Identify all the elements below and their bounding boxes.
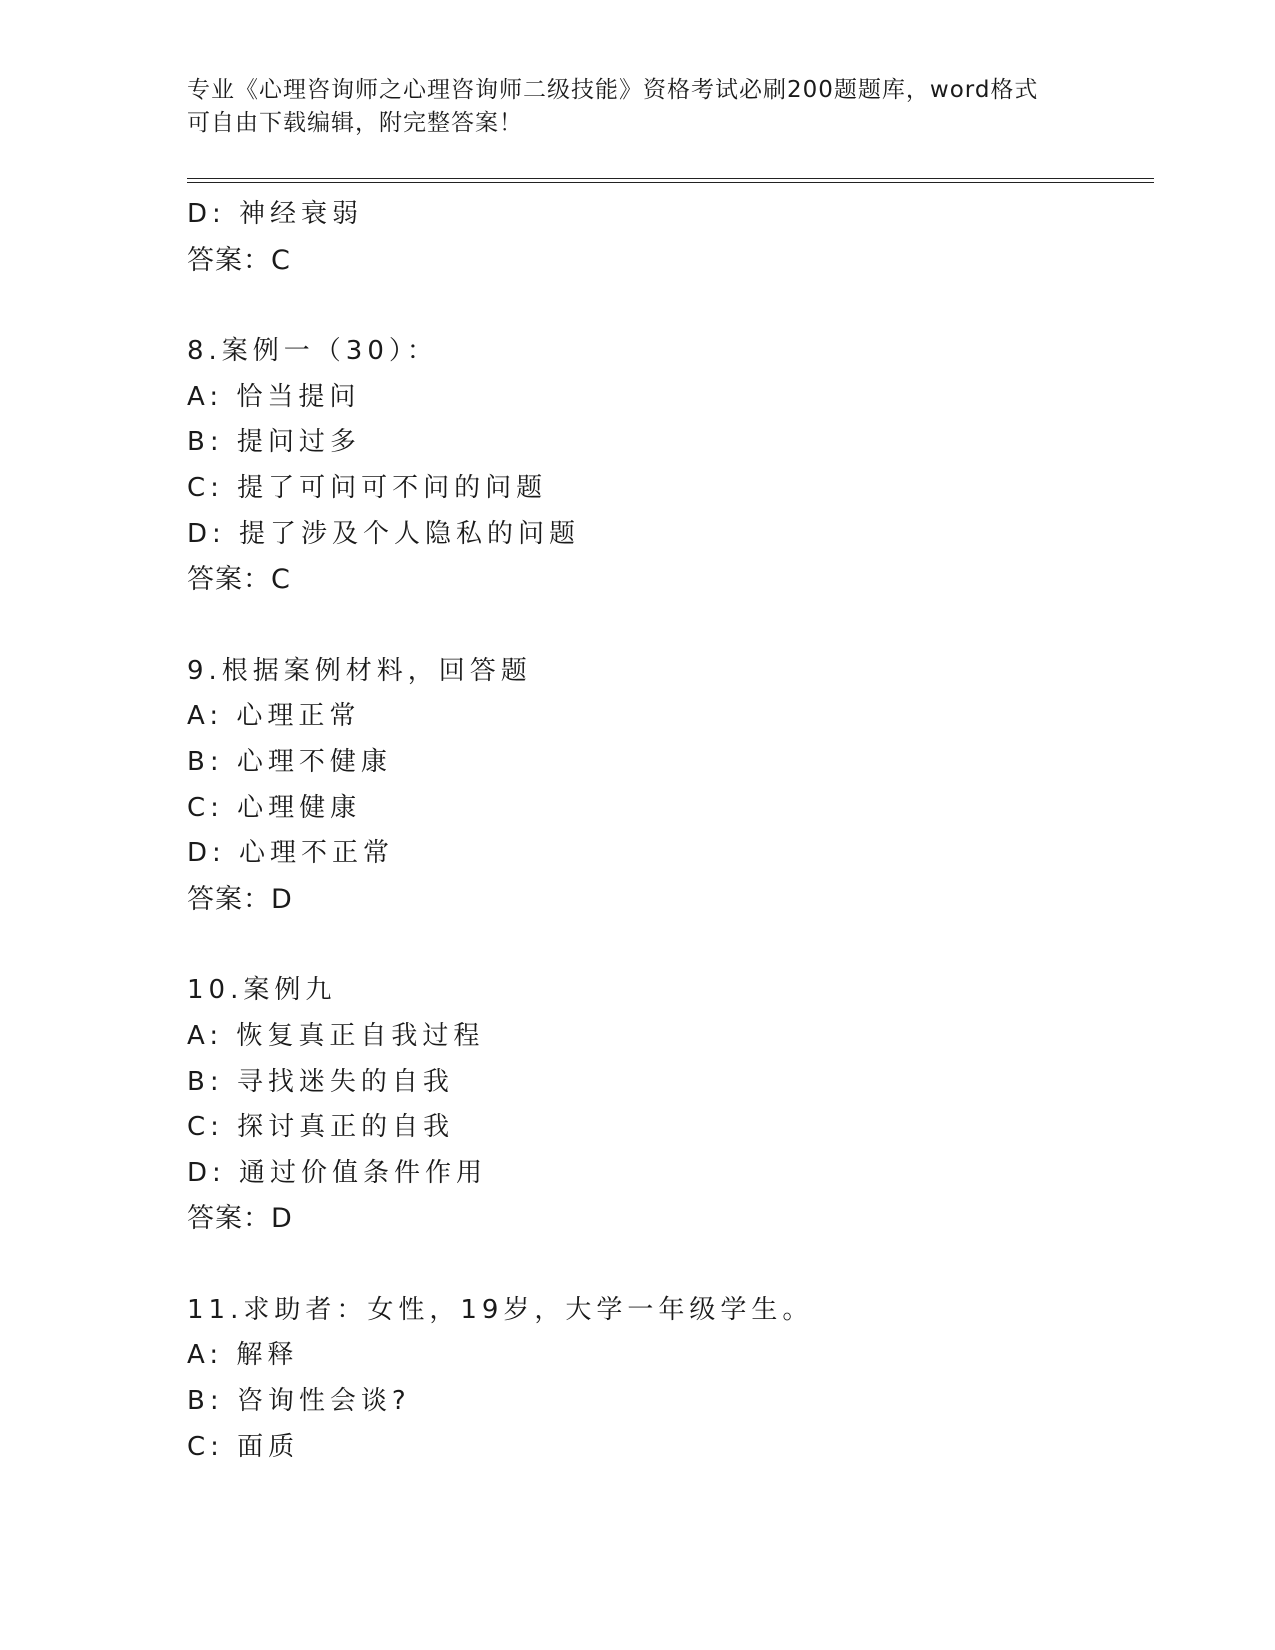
question-content — [187, 192, 1147, 1470]
option-b: B: 咨询性会谈? — [187, 1386, 411, 1417]
question-stem: 11.求助者：女性，19岁，大学一年级学生。 — [187, 1294, 814, 1325]
header-line-2: 可自由下载编辑，附完整答案！ — [187, 110, 523, 136]
header-double-rule — [187, 178, 1154, 183]
option-a: A: 解释 — [187, 1340, 299, 1371]
question-9 — [187, 649, 1147, 923]
option-a: A: 心理正常 — [187, 701, 361, 732]
answer-line: 答案：C — [187, 564, 291, 596]
option-d: D: 通过价值条件作用 — [187, 1157, 488, 1188]
option-b: B: 心理不健康 — [187, 746, 392, 777]
question-8 — [187, 329, 1147, 603]
answer-line: 答案：D — [187, 1203, 293, 1235]
option-b: B: 提问过多 — [187, 427, 361, 458]
answer-line: 答案：C — [187, 244, 291, 276]
option-d: D: 心理不正常 — [187, 838, 395, 869]
question-stem: 9.根据案例材料，回答题 — [187, 655, 532, 686]
question-stem: 8.案例一（30）： — [187, 336, 438, 367]
document-header — [187, 74, 1067, 140]
option-d: D: 神经衰弱 — [187, 199, 364, 229]
header-line-1: 专业《心理咨询师之心理咨询师二级技能》资格考试必刷200题题库，word格式 — [187, 77, 1039, 103]
answer-line: 答案：D — [187, 883, 293, 915]
option-c: C: 探讨真正的自我 — [187, 1112, 455, 1143]
option-a: A: 恢复真正自我过程 — [187, 1020, 485, 1051]
option-a: A: 恰当提问 — [187, 381, 361, 412]
option-c: C: 面质 — [187, 1431, 300, 1462]
option-c: C: 心理健康 — [187, 792, 362, 823]
question-11 — [187, 1288, 1147, 1470]
option-d: D: 提了涉及个人隐私的问题 — [187, 518, 581, 549]
option-b: B: 寻找迷失的自我 — [187, 1066, 454, 1097]
question-stem: 10.案例九 — [187, 975, 337, 1006]
question-10 — [187, 968, 1147, 1242]
option-c: C: 提了可问可不问的问题 — [187, 472, 548, 503]
